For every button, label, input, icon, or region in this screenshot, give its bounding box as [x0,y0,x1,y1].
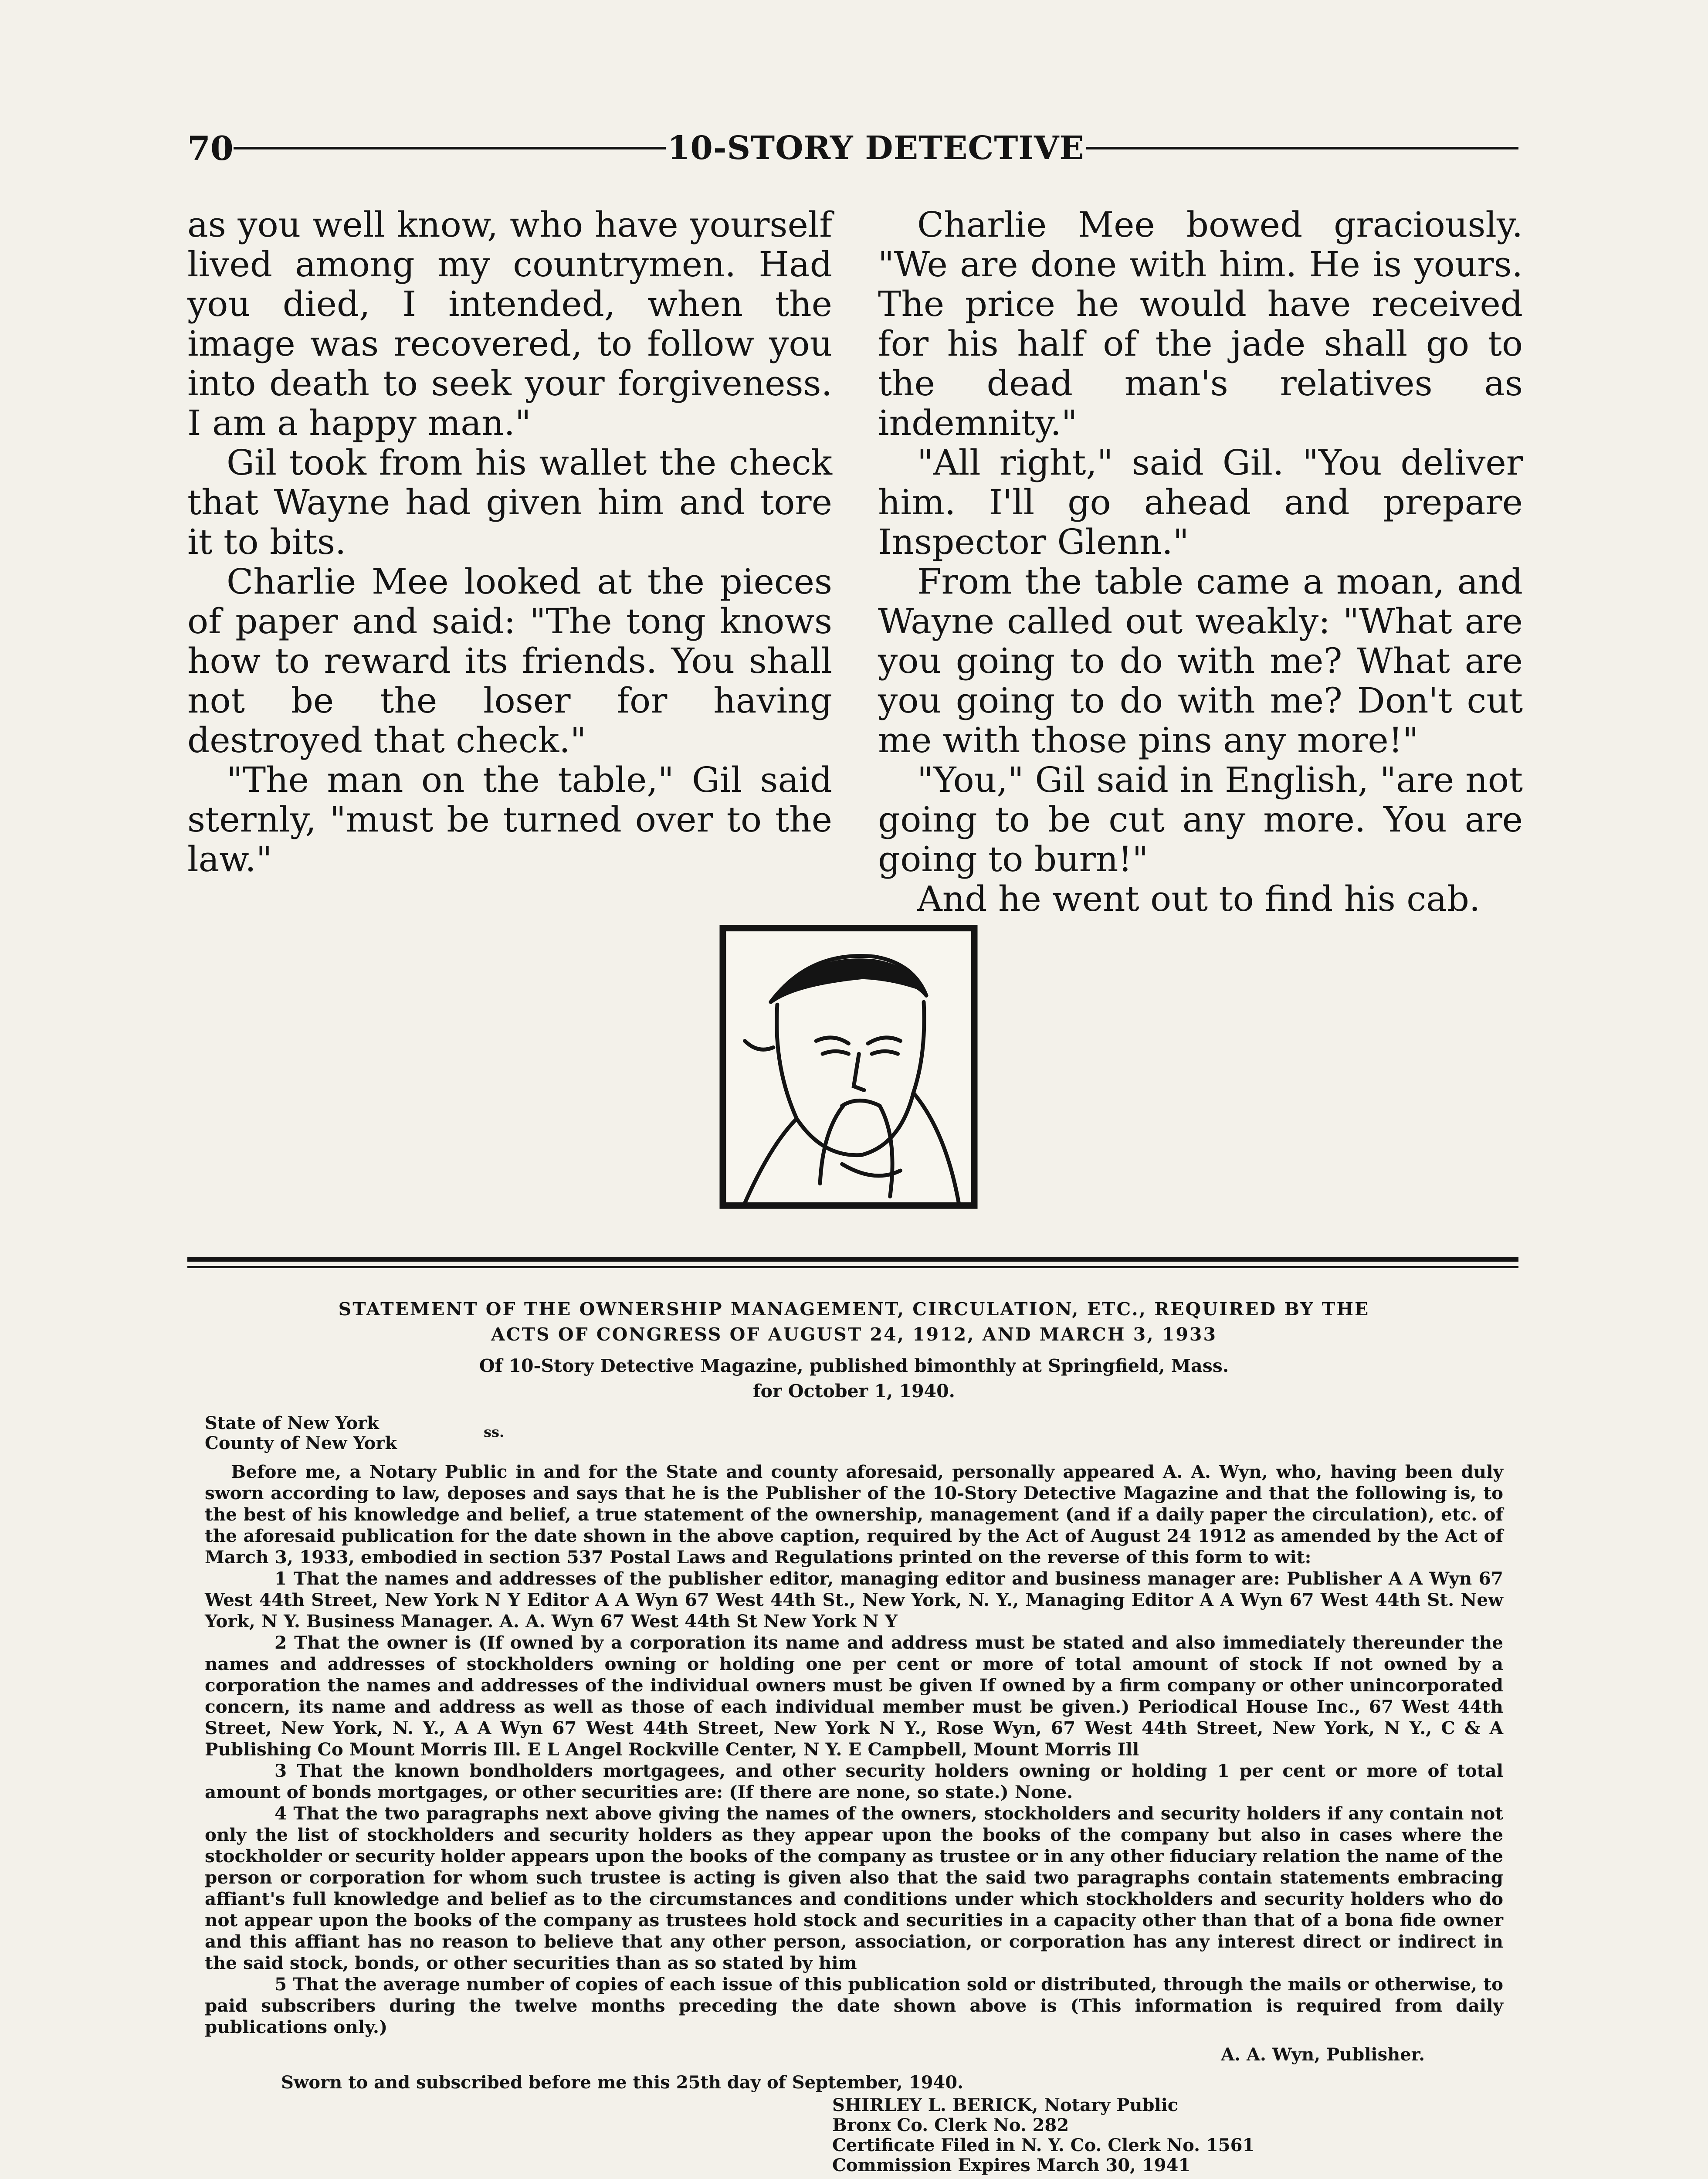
statement-heading-line: STATEMENT OF THE OWNERSHIP MANAGEMENT, CIRCULATION, ETC., REQUIRED BY THE [338,1299,1370,1320]
story-paragraph: Gil took from his wallet the check that Wayne had given him and tore it to bits. [187,442,832,562]
statement-body [205,1461,1503,2038]
story-paragraph: "The man on the table," Gil said sternly, "must be turned over to the law." [187,760,832,879]
story-column-right [878,205,1523,919]
page-number: 70 [187,129,234,168]
story-paragraph: Charlie Mee bowed graciously. "We are done with him. He is yours. The price he would have received for his half of the jade shall go to the dead man's relatives as indemnity." [878,204,1523,443]
story-column-left [187,205,832,879]
notary-line: Bronx Co. Clerk No. 282 [832,2115,1069,2135]
county-line: County of New York [205,1433,397,1453]
statement-paragraph: 3 That the known bondholders mortgagees, and other security holders owning or holding 1 per cent or more of total amount of bonds mortgages, or other securities are: (If there are none, so state.) None. [205,1760,1503,1802]
header-rule-right [1086,147,1518,149]
magazine-title: 10-STORY DETECTIVE [667,129,1084,167]
story-paragraph: "You," Gil said in English, "are not going to be cut any more. You are going to burn!" [878,760,1523,879]
statement-subheading-line: for October 1, 1940. [753,1381,955,1402]
story-paragraph: From the table came a moan, and Wayne called out weakly: "What are you going to do with me? What are you going to do with me? Don't cut me with those pins any more!" [878,561,1523,760]
story-paragraph: as you well know, who have yourself lived among my countrymen. Had you died, I intended, when the image was recovered, to follow you into death to seek your forgiveness. I am a happy man." [187,204,832,443]
notary-line: Certificate Filed in N. Y. Co. Clerk No. 1561 [832,2135,1255,2155]
statement-paragraph: 4 That the two paragraphs next above giving the names of the owners, stockholders and security holders if any contain not only the list of stockholders and security holders as they appear upon the books of the company but also in cases where the stockholder or security holder appears upon the books of the company as trustee or in any other fiduciary relation the name of the person or corporation for whom such trustee is acting is given also that the said two paragraphs contain statements embracing affiant's full knowledge and belief as to the circumstances and conditions under which stockholders and security holders who do not appear upon the books of the company as trustees hold stock and securities in a capacity other than that of a bona fide owner and this affiant has no reason to believe that any other person, association, or corporation has any interest direct or indirect in the said stock, bonds, or other securities than as so stated by him [205,1803,1503,1973]
statement-paragraph: Before me, a Notary Public in and for the State and county aforesaid, personally appeared A. A. Wyn, who, having been duly sworn according to law, deposes and says that he is the Publisher of the 10-Story Detective Magazine and that the following is, to the best of his knowledge and belief, a true statement of the ownership, management (and if a daily paper the circulation), etc. of the aforesaid publication for the date shown in the above caption, required by the Act of August 24 1912 as amended by the Act of March 3, 1933, embodied in section 537 Postal Laws and Regulations printed on the reverse of this form to wit: [205,1461,1503,1568]
story-paragraph: "All right," said Gil. "You deliver him. I'll go ahead and prepare Inspector Glenn." [878,442,1523,562]
header-rule-left [234,147,666,149]
statement-subheading-line: Of 10-Story Detective Magazine, published bimonthly at Springfield, Mass. [479,1355,1229,1376]
sworn-line: Sworn to and subscribed before me this 25th day of September, 1940. [281,2072,963,2093]
ownership-statement [205,1297,1503,2176]
statement-paragraph: 2 That the owner is (If owned by a corporation its name and address must be stated and also immediately thereunder the names and addresses of stockholders owning or holding one per cent or more of total amount of stock If not owned by a corporation the names and addresses of the individual owners must be given If owned by a firm company or other unincorporated concern, its name and address as well as those of each individual member must be given.) Periodical House Inc., 67 West 44th Street, New York, N. Y., A A Wyn 67 West 44th Street, New York N Y., Rose Wyn, 67 West 44th Street, New York, N Y., C & A Publishing Co Mount Morris Ill. E L Angel Rockville Center, N Y. E Campbell, Mount Morris Ill [205,1632,1503,1760]
story-paragraph: Charlie Mee looked at the pieces of paper and said: "The tong knows how to reward its friends. You shall not be the loser for having destroyed that check." [187,561,832,760]
statement-heading [205,1297,1503,1347]
notary-line: Commission Expires March 30, 1941 [832,2155,1191,2176]
portrait-illustration-icon [719,923,978,1211]
section-divider [187,1266,1518,1268]
state-line: State of New York [205,1413,379,1433]
venue-block [205,1413,1503,1453]
section-divider [187,1257,1518,1262]
notary-line: SHIRLEY L. BERICK, Notary Public [832,2095,1179,2115]
statement-heading-line: ACTS OF CONGRESS OF AUGUST 24, 1912, AND MARCH 3, 1933 [491,1324,1217,1345]
story-paragraph: And he went out to find his cab. [917,879,1481,919]
statement-paragraph: 5 That the average number of copies of each issue of this publication sold or distributed, through the mails or otherwise, to paid subscribers during the twelve months preceding the date shown above is (This information is required from daily publications only.) [205,1974,1503,2037]
publisher-signature: A. A. Wyn, Publisher. [1221,2044,1425,2065]
statement-subheading [205,1353,1503,1404]
page-header [187,129,1518,168]
statement-paragraph: 1 That the names and addresses of the publisher editor, managing editor and business manager are: Publisher A A Wyn 67 West 44th Street, New York N Y Editor A A Wyn 67 West 44th St., New York, N. Y., Managing Editor A A Wyn 67 West 44th St. New York, N Y. Business Manager. A. A. Wyn 67 West 44th St New York N Y [205,1568,1503,1632]
ss-mark: ss. [484,1424,505,1440]
notary-block [832,2095,1503,2176]
